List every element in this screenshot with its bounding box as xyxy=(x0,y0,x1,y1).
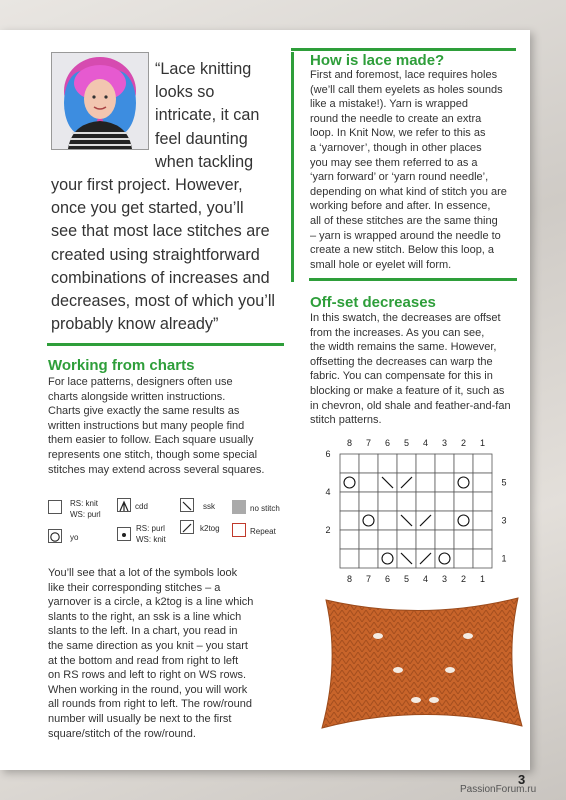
chart-cell xyxy=(416,492,435,511)
chart-cell xyxy=(378,530,397,549)
chart-cell xyxy=(378,549,397,568)
text-line: loop. In Knit Now, we refer to this as xyxy=(310,127,486,140)
text-line: create a new stitch. Below this loop, a xyxy=(310,244,495,257)
chart-column-label-top: 5 xyxy=(403,438,410,448)
yo-symbol xyxy=(48,529,62,543)
chart-row-label-left: 4 xyxy=(325,487,331,497)
text-line: on RS rows and left to right on WS rows. xyxy=(48,669,247,682)
text-line: small hole or eyelet will form. xyxy=(310,258,452,271)
chart-cell xyxy=(454,492,473,511)
legend-rs-knit: RS: knit xyxy=(70,499,99,508)
quote-line: probably know already” xyxy=(51,315,219,334)
text-line: from the increases. As you can see, xyxy=(310,326,485,339)
chart-cell xyxy=(416,530,435,549)
legend-no-stitch: no stitch xyxy=(250,504,280,513)
text-line: a ‘yarnover’, though in other places xyxy=(310,141,482,154)
text-line: When working in the round, you will work xyxy=(48,683,248,696)
text-line: You’ll see that a lot of the symbols look xyxy=(48,567,238,579)
chart-cell xyxy=(397,530,416,549)
text-line: like their corresponding stitches – a xyxy=(48,581,221,594)
lace-heading: How is lace made? xyxy=(310,52,445,69)
text-line: slants to the right, an ssk is a line which xyxy=(48,610,242,623)
text-line: charts alongside written instructions. xyxy=(48,390,226,403)
chart-cell xyxy=(473,454,492,473)
chart-cell xyxy=(378,454,397,473)
text-line: fabric. You can compensate for this in xyxy=(310,370,493,383)
symbols-paragraph xyxy=(48,566,253,741)
text-line: ‘yarn forward’ or ‘yarn round needle’, xyxy=(310,171,489,184)
text-line: the same direction as you knit – you start xyxy=(48,639,248,652)
text-line: them easier to follow. Each square usually xyxy=(48,434,254,447)
text-line: stitches may extend across several squares. xyxy=(48,463,265,476)
quote-line: feel daunting xyxy=(155,129,248,148)
legend-cdd: cdd xyxy=(135,502,148,511)
chart-cell xyxy=(416,454,435,473)
quote-line: created using straightforward xyxy=(51,245,260,264)
text-line: round the needle to create an extra xyxy=(310,112,482,125)
chart-cell xyxy=(416,473,435,492)
text-line: blocking or make a feature of it, such as xyxy=(310,384,505,397)
chart-column-label-bottom: 7 xyxy=(365,574,372,584)
quote-line: combinations of increases and xyxy=(51,268,270,287)
chart-column-label-bottom: 1 xyxy=(479,574,486,584)
legend-repeat: Repeat xyxy=(250,527,276,536)
chart-cell xyxy=(397,492,416,511)
chart-cell xyxy=(359,530,378,549)
offset-heading: Off-set decreases xyxy=(310,294,436,311)
no-stitch-symbol xyxy=(232,500,246,514)
text-line: Charts give exactly the same results as xyxy=(48,405,240,418)
designer-photo xyxy=(51,52,149,150)
text-line: square/stitch of the row/round. xyxy=(48,727,196,740)
chart-column-label-top: 3 xyxy=(441,438,448,448)
working-paragraph xyxy=(48,375,264,477)
text-line: number will usually be next to the first xyxy=(48,712,232,725)
chart-cell xyxy=(454,511,473,530)
k2tog-symbol xyxy=(180,520,194,534)
chart-cell xyxy=(378,511,397,530)
text-line: For lace patterns, designers often use xyxy=(48,376,233,388)
cdd-symbol xyxy=(117,498,131,512)
chart-cell xyxy=(340,530,359,549)
chart-cell xyxy=(359,549,378,568)
chart-cell xyxy=(473,492,492,511)
chart-cell xyxy=(435,511,454,530)
text-line: First and foremost, lace requires holes xyxy=(310,69,498,81)
chart-row-label-left: 6 xyxy=(325,449,331,459)
chart-cell xyxy=(454,473,473,492)
legend-rs-purl: RS: purl xyxy=(136,524,165,533)
quote-line: see that most lace stitches are xyxy=(51,222,270,241)
chart-cell xyxy=(473,549,492,568)
text-line: all of these stitches are the same thing xyxy=(310,214,498,227)
chart-cell xyxy=(454,454,473,473)
divider-rule xyxy=(47,343,284,346)
text-line: In this swatch, the decreases are offset xyxy=(310,312,501,324)
chart-column-label-bottom: 6 xyxy=(384,574,391,584)
chart-cell xyxy=(340,549,359,568)
quote-line: when tackling xyxy=(155,152,254,171)
chart-cell xyxy=(435,454,454,473)
quote-line: “Lace knitting xyxy=(155,60,252,78)
chart-cell xyxy=(359,454,378,473)
quote-line: your first project. However, xyxy=(51,176,243,194)
knitted-swatch-photo xyxy=(318,592,526,732)
chart-column-label-bottom: 8 xyxy=(346,574,353,584)
chart-cell xyxy=(454,549,473,568)
chart-column-label-bottom: 2 xyxy=(460,574,467,584)
chart-cell xyxy=(454,530,473,549)
chart-cell xyxy=(340,511,359,530)
chart-row-label-left: 2 xyxy=(325,525,331,535)
pull-quote-continued xyxy=(51,174,275,336)
divider-rule xyxy=(291,48,516,51)
knitting-chart xyxy=(310,432,520,587)
chart-cell xyxy=(473,511,492,530)
chart-cell xyxy=(435,530,454,549)
chart-column-label-top: 2 xyxy=(460,438,467,448)
legend-ssk: ssk xyxy=(203,502,215,511)
purl-knit-symbol xyxy=(117,527,131,541)
page-number: 3 xyxy=(518,772,526,787)
chart-column-label-bottom: 5 xyxy=(403,574,410,584)
chart-column-label-top: 7 xyxy=(365,438,372,448)
chart-cell xyxy=(397,454,416,473)
watermark: PassionForum.ru xyxy=(460,784,537,795)
chart-row-label-right: 1 xyxy=(501,553,507,564)
legend-ws-knit: WS: knit xyxy=(136,535,166,544)
legend-k2tog: k2tog xyxy=(200,524,220,533)
chart-cell xyxy=(378,492,397,511)
chart-column-label-bottom: 4 xyxy=(422,574,429,584)
text-line: – yarn is wrapped around the needle to xyxy=(310,229,501,242)
quote-line: decreases, most of which you’ll xyxy=(51,292,276,311)
chart-cell xyxy=(359,511,378,530)
text-line: at the bottom and read from right to left xyxy=(48,654,239,667)
chart-cell xyxy=(435,473,454,492)
quote-line: looks so xyxy=(155,83,215,102)
chart-column-label-top: 1 xyxy=(479,438,486,448)
chart-cell xyxy=(340,473,359,492)
column-rule xyxy=(291,52,294,282)
chart-cell xyxy=(435,492,454,511)
text-line: the width remains the same. However, xyxy=(310,341,497,354)
legend-ws-purl: WS: purl xyxy=(70,510,101,519)
knit-purl-symbol xyxy=(48,500,62,514)
text-line: written instructions but many people find xyxy=(48,419,245,432)
quote-line: intricate, it can xyxy=(155,106,260,125)
chart-cell xyxy=(340,492,359,511)
text-line: offsetting the decreases can warp the xyxy=(310,355,493,368)
chart-cell xyxy=(359,492,378,511)
chart-cell xyxy=(473,473,492,492)
legend-yo: yo xyxy=(70,533,79,542)
quote-line: once you get started, you’ll xyxy=(51,199,244,218)
offset-paragraph xyxy=(310,311,511,428)
chart-row-label-right: 5 xyxy=(501,477,507,488)
chart-cell xyxy=(340,454,359,473)
text-line: slants to the left. In a chart, you read in xyxy=(48,625,238,638)
text-line: represents one stitch, though some special xyxy=(48,448,258,461)
text-line: all rounds from right to left. The row/round xyxy=(48,698,253,711)
chart-cell xyxy=(359,473,378,492)
chart-cell xyxy=(435,549,454,568)
text-line: working before and after. In essence, xyxy=(310,200,491,213)
text-line: like a mistake!). Yarn is wrapped xyxy=(310,98,468,111)
working-heading: Working from charts xyxy=(48,357,195,374)
chart-cell xyxy=(473,530,492,549)
text-line: you may see them referred to as a xyxy=(310,156,478,169)
text-line: stitch patterns. xyxy=(310,414,382,427)
text-line: depending on what kind of stitch you are xyxy=(310,185,507,198)
pull-quote xyxy=(155,58,259,174)
divider-rule xyxy=(309,278,517,281)
chart-column-label-top: 6 xyxy=(384,438,391,448)
repeat-symbol xyxy=(232,523,246,537)
lace-paragraph xyxy=(310,68,507,272)
chart-row-label-right: 3 xyxy=(501,515,507,526)
chart-column-label-bottom: 3 xyxy=(441,574,448,584)
ssk-symbol xyxy=(180,498,194,512)
chart-column-label-top: 4 xyxy=(422,438,429,448)
text-line: in chevron, old shale and feather-and-fan xyxy=(310,399,511,412)
text-line: yarnover is a circle, a k2tog is a line which xyxy=(48,596,254,609)
chart-column-label-top: 8 xyxy=(346,438,353,448)
text-line: (we’ll call them eyelets as holes sounds xyxy=(310,83,503,96)
